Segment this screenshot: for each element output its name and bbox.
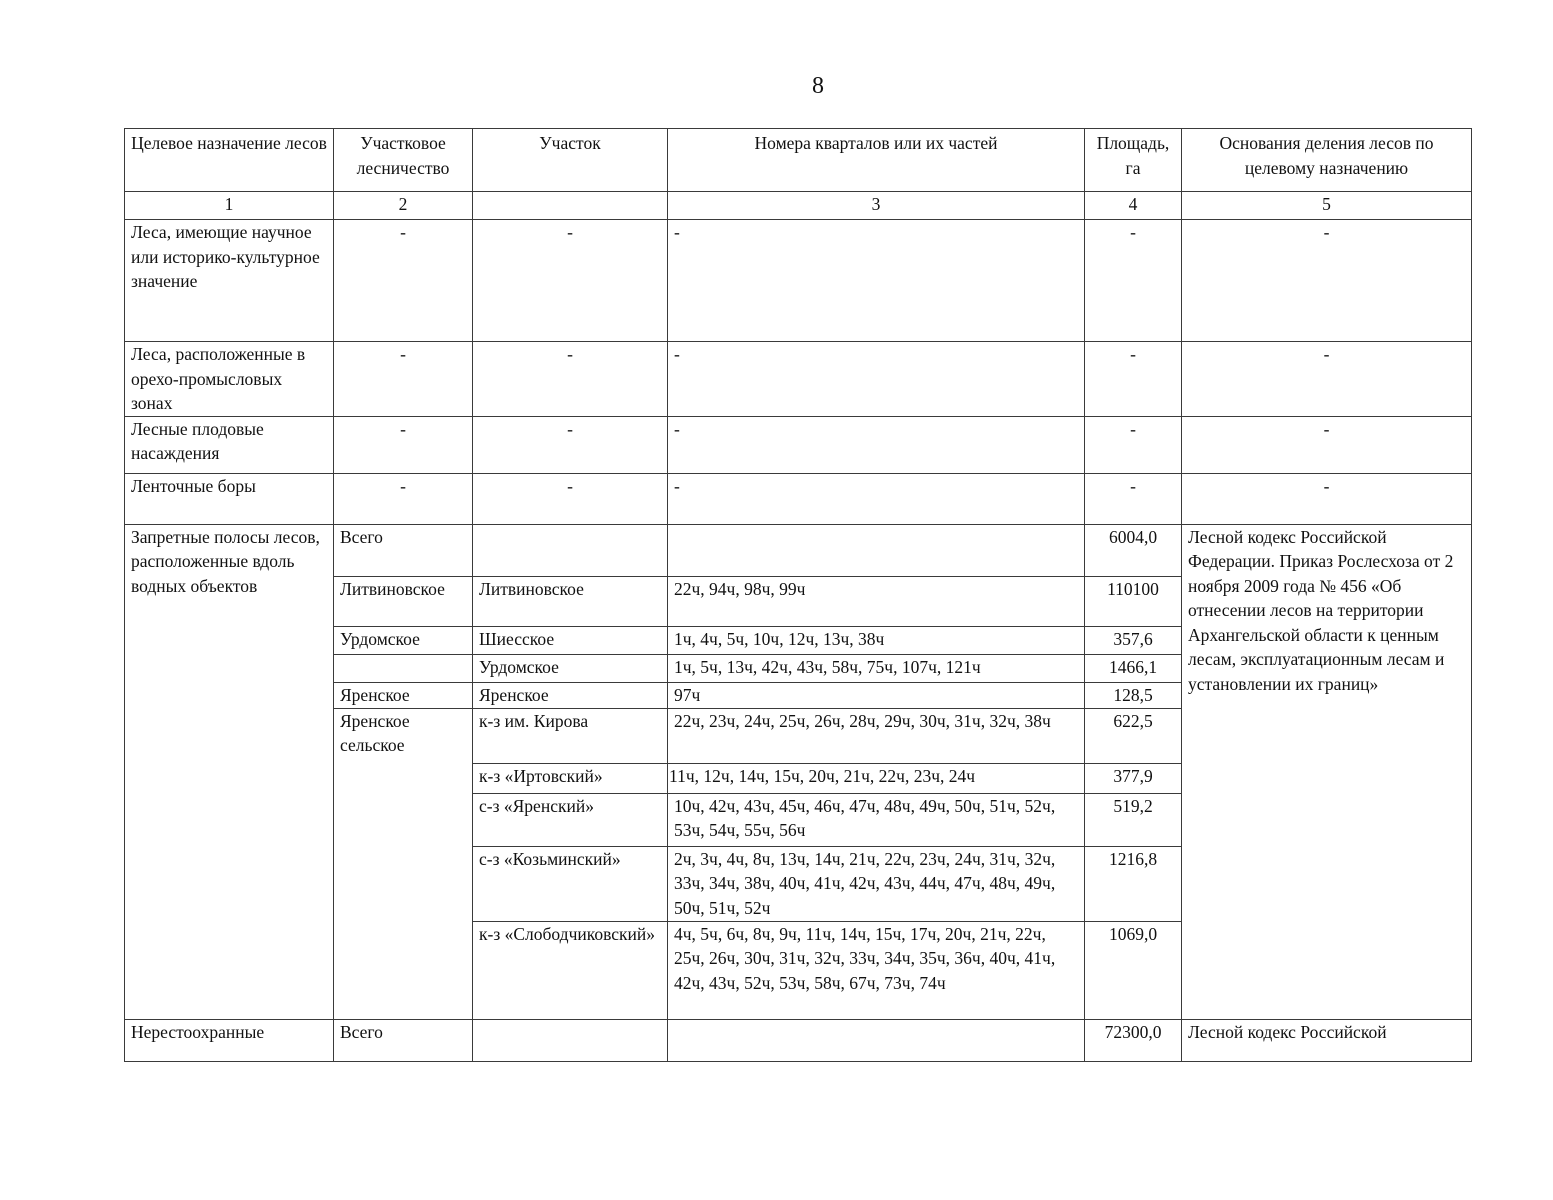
forest-purpose-table [124, 128, 1472, 1062]
quarters-cell [668, 1019, 1085, 1061]
table-row [125, 524, 1472, 576]
plot-cell: к-з им. Кирова [473, 708, 668, 763]
plot-cell [473, 1019, 668, 1061]
quarters-cell: 97ч [668, 682, 1085, 708]
basis-cell: Лесной кодекс Российской [1182, 1019, 1472, 1061]
plot-cell: Урдомское [473, 654, 668, 682]
plot-cell: - [473, 416, 668, 473]
table-row [125, 220, 1472, 342]
forestry-cell: Литвиновское [334, 576, 473, 626]
header-row [125, 129, 1472, 192]
purpose-cell: Запретные полосы лесов, расположенные вдоль водных объектов [125, 524, 334, 1019]
basis-cell: - [1182, 220, 1472, 342]
forestry-cell: Урдомское [334, 626, 473, 654]
table-row [125, 416, 1472, 473]
purpose-cell: Леса, имеющие научное или историко-культурное значение [125, 220, 334, 342]
purpose-cell: Леса, расположенные в орехо-промысловых зонах [125, 342, 334, 417]
basis-cell: - [1182, 473, 1472, 524]
quarters-cell: 1ч, 4ч, 5ч, 10ч, 12ч, 13ч, 38ч [668, 626, 1085, 654]
plot-cell: к-з «Слободчиковский» [473, 921, 668, 1019]
column-number: 5 [1182, 192, 1472, 220]
column-number: 2 [334, 192, 473, 220]
quarters-cell: - [668, 473, 1085, 524]
header-area: Площадь, га [1085, 129, 1182, 192]
table-row [125, 342, 1472, 417]
plot-cell [473, 524, 668, 576]
header-plot: Участок [473, 129, 668, 192]
area-cell: 519,2 [1085, 793, 1182, 846]
forestry-cell [334, 654, 473, 682]
plot-cell: Яренское [473, 682, 668, 708]
plot-cell: с-з «Яренский» [473, 793, 668, 846]
table-row [125, 1019, 1472, 1061]
forestry-cell: Всего [334, 524, 473, 576]
area-cell: 622,5 [1085, 708, 1182, 763]
forestry-cell: Всего [334, 1019, 473, 1061]
plot-cell: Литвиновское [473, 576, 668, 626]
forestry-cell: Яренское [334, 682, 473, 708]
page-number: 8 [812, 73, 824, 99]
area-cell: - [1085, 220, 1182, 342]
area-cell: 110100 [1085, 576, 1182, 626]
quarters-cell: 11ч, 12ч, 14ч, 15ч, 20ч, 21ч, 22ч, 23ч, 24ч [668, 763, 1085, 793]
forestry-cell: - [334, 342, 473, 417]
quarters-cell: 10ч, 42ч, 43ч, 45ч, 46ч, 47ч, 48ч, 49ч, 50ч, 51ч, 52ч, 53ч, 54ч, 55ч, 56ч [668, 793, 1085, 846]
table-row [125, 473, 1472, 524]
quarters-cell: 1ч, 5ч, 13ч, 42ч, 43ч, 58ч, 75ч, 107ч, 121ч [668, 654, 1085, 682]
column-number [473, 192, 668, 220]
quarters-cell: 22ч, 94ч, 98ч, 99ч [668, 576, 1085, 626]
forestry-cell: Яренское сельское [334, 708, 473, 1019]
area-cell: - [1085, 473, 1182, 524]
area-cell: 377,9 [1085, 763, 1182, 793]
forestry-cell: - [334, 220, 473, 342]
quarters-cell: 4ч, 5ч, 6ч, 8ч, 9ч, 11ч, 14ч, 15ч, 17ч, 20ч, 21ч, 22ч, 25ч, 26ч, 30ч, 31ч, 32ч, 33ч, 34ч, 35ч, 36ч, 40ч, 41ч, 42ч, 43ч, 52ч, 53ч, 58ч, 67ч, 73ч, 74ч [668, 921, 1085, 1019]
area-cell: - [1085, 416, 1182, 473]
area-cell: 1466,1 [1085, 654, 1182, 682]
quarters-cell: - [668, 416, 1085, 473]
header-quarters: Номера кварталов или их частей [668, 129, 1085, 192]
area-cell: 6004,0 [1085, 524, 1182, 576]
column-number: 4 [1085, 192, 1182, 220]
quarters-cell: - [668, 220, 1085, 342]
area-cell: 128,5 [1085, 682, 1182, 708]
column-number: 3 [668, 192, 1085, 220]
header-basis: Основания деления лесов по целевому назначению [1182, 129, 1472, 192]
plot-cell: Шиесское [473, 626, 668, 654]
purpose-cell: Нерестоохранные [125, 1019, 334, 1061]
quarters-cell: 22ч, 23ч, 24ч, 25ч, 26ч, 28ч, 29ч, 30ч, 31ч, 32ч, 38ч [668, 708, 1085, 763]
plot-cell: с-з «Козьминский» [473, 846, 668, 921]
header-purpose: Целевое назначение лесов [125, 129, 334, 192]
forestry-cell: - [334, 473, 473, 524]
purpose-cell: Лесные плодовые насаждения [125, 416, 334, 473]
basis-cell: - [1182, 342, 1472, 417]
basis-cell: Лесной кодекс Российской Федерации. Приказ Рослесхоза от 2 ноября 2009 года № 456 «Об отнесении лесов на территории Архангельской области к ценным лесам, эксплуатационным лесам и установлении их границ» [1182, 524, 1472, 1019]
forestry-cell: - [334, 416, 473, 473]
column-number-row [125, 192, 1472, 220]
basis-cell: - [1182, 416, 1472, 473]
area-cell: 1069,0 [1085, 921, 1182, 1019]
quarters-cell: 2ч, 3ч, 4ч, 8ч, 13ч, 14ч, 21ч, 22ч, 23ч, 24ч, 31ч, 32ч, 33ч, 34ч, 38ч, 40ч, 41ч, 42ч, 43ч, 44ч, 47ч, 48ч, 49ч, 50ч, 51ч, 52ч [668, 846, 1085, 921]
area-cell: 1216,8 [1085, 846, 1182, 921]
quarters-cell [668, 524, 1085, 576]
plot-cell: - [473, 342, 668, 417]
plot-cell: - [473, 473, 668, 524]
header-forestry: Участковое лесничество [334, 129, 473, 192]
purpose-cell: Ленточные боры [125, 473, 334, 524]
area-cell: - [1085, 342, 1182, 417]
plot-cell: - [473, 220, 668, 342]
area-cell: 357,6 [1085, 626, 1182, 654]
quarters-cell: - [668, 342, 1085, 417]
area-cell: 72300,0 [1085, 1019, 1182, 1061]
column-number: 1 [125, 192, 334, 220]
plot-cell: к-з «Иртовский» [473, 763, 668, 793]
